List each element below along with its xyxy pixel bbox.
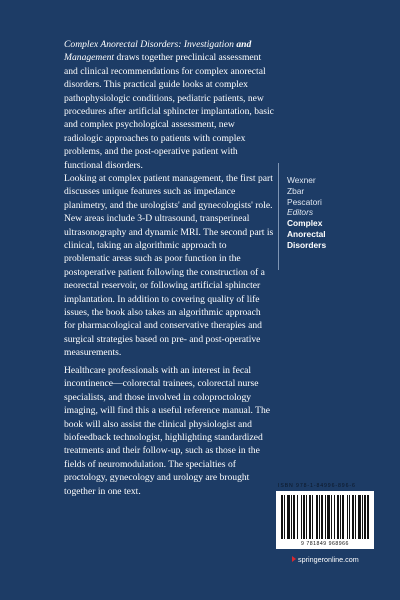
barcode — [276, 491, 374, 549]
barcode-bar — [293, 495, 295, 539]
barcode-bar — [358, 495, 361, 539]
barcode-bar — [340, 495, 341, 539]
barcode-bar — [362, 495, 363, 539]
barcode-bar — [367, 495, 369, 539]
barcode-bar — [325, 495, 326, 539]
vertical-divider — [278, 163, 279, 270]
spine-credit-block — [287, 175, 387, 251]
blurb-paragraph-3: Healthcare professionals with an interest in fecal incontinence—colorectal trainees, colorectal nurse specialists, and those involved in coloproctology imaging, will find this a useful reference manual. The book will also assist the clinical physiologist and biofeedback technologist, highlighting standardized treatments and their follow-up, such as those in the fields of neuromodulation. The specialties of proctology, gynecology and urology are brought together in one text. — [64, 365, 271, 497]
barcode-bar — [297, 495, 298, 539]
barcode-bar — [319, 495, 320, 539]
barcode-bar — [291, 495, 292, 539]
barcode-bar — [287, 495, 290, 539]
barcode-bar — [337, 495, 339, 539]
barcode-bar — [316, 495, 318, 539]
editors-label: Editors — [287, 207, 314, 218]
barcode-bar — [327, 495, 330, 539]
author-pescatori: Pescatori — [287, 196, 322, 207]
barcode-icon — [280, 495, 370, 541]
website-text: springeronline.com — [298, 555, 359, 564]
barcode-bar — [284, 495, 285, 539]
blurb-title-part-1: Complex Anorectal Disorders: Investigation — [64, 39, 237, 50]
barcode-bar — [364, 495, 366, 539]
barcode-bar — [352, 495, 354, 539]
barcode-bar — [349, 495, 350, 539]
book-title-line-1: Complex — [287, 218, 323, 229]
barcode-bar — [331, 495, 332, 539]
blurb-title-part-2: Management — [64, 52, 115, 64]
barcode-bar — [301, 495, 302, 539]
blurb-paragraph-1-text: draws together preclinical assessment and clinical recommendations for complex anorectal disorders. This practical guide looks at complex pathophysiologic conditions, pediatric patients, new procedures after artificial sphincter implantation, basic and complex psychological assessment, new radiologic approaches to patients with complex problems, and the post-operative patient with functional disorders. — [64, 52, 274, 171]
blurb-paragraph-2: Looking at complex patient management, the first part discusses unique features such as impedance planimetry, and the urologists' and gynecologists' role. New areas include 3-D ultrasound, transperineal ultrasonography and dynamic MRI. The second part is clinical, taking an algorithmic approach to problematic areas such as poor function in the postoperative patient following the construction of a neorectal reservoir, or following artificial sphincter implantation. In addition to covering quality of life issues, the book also takes an algorithmic approach for pharmacological and conservative therapies and surgical strategies based on pre- and post-operative measurements. — [64, 173, 274, 359]
barcode-digits: 9 781849 968966 — [301, 541, 349, 547]
blurb-title-and: and — [236, 39, 252, 50]
isbn-label: ISBN 978-1-84996-896-6 — [278, 483, 356, 489]
book-title-line-2: Anorectal — [287, 228, 326, 239]
barcode-bar — [303, 495, 305, 539]
author-wexner: Wexner — [287, 175, 316, 185]
barcode-bar — [355, 495, 356, 539]
barcode-bar — [309, 495, 311, 539]
springer-arrow-icon — [292, 556, 296, 562]
barcode-bar — [321, 495, 323, 539]
blurb-paragraph-1 — [64, 38, 274, 172]
barcode-bar — [281, 495, 283, 539]
author-zbar: Zbar — [287, 185, 305, 196]
barcode-bar — [342, 495, 344, 539]
barcode-bar — [334, 495, 335, 539]
book-title-line-3: Disorders — [287, 239, 327, 250]
publisher-website[interactable] — [292, 555, 359, 564]
barcode-bar — [347, 495, 348, 539]
barcode-bar — [306, 495, 307, 539]
barcode-bar — [312, 495, 313, 539]
